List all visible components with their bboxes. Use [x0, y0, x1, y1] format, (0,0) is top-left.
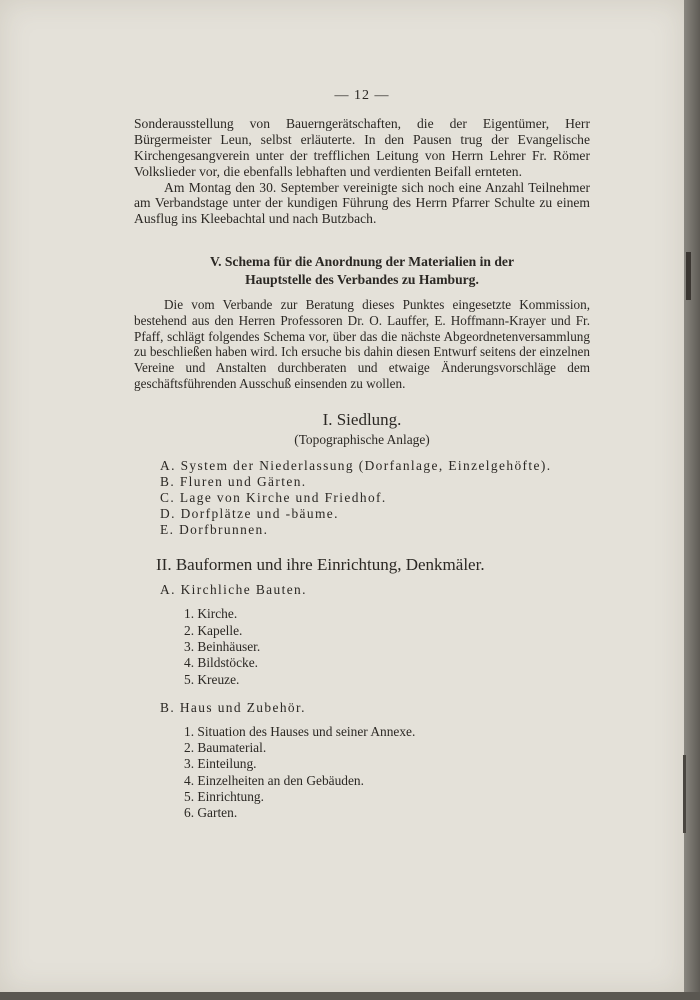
section-v-heading	[134, 253, 590, 289]
section-v-heading-line1: V. Schema für die Anordnung der Materialien in der	[210, 254, 514, 270]
section-1-list	[134, 458, 590, 538]
section-2a-label: A. Kirchliche Bauten.	[160, 582, 307, 598]
section-1-title: I. Siedlung.	[322, 410, 402, 430]
page-number: — 12 —	[334, 88, 390, 103]
page-content	[134, 88, 590, 822]
list-item: 4. Bildstöcke.	[184, 655, 259, 671]
page-edge-bottom	[0, 992, 700, 1000]
list-item: A. System der Niederlassung (Dorfanlage, Einzelgehöfte).	[160, 458, 552, 474]
binding-mark-top	[686, 252, 691, 300]
section-1-heading	[134, 409, 590, 448]
intro-paragraph-1: Sonderausstellung von Bauerngerätschaften, die der Eigentümer, Herr Bürgermeister Leun, selbst erläuterte. In den Pausen trug der Evangelische Kirchengesangverein unter der trefflichen Leitung von Herrn Lehrer Fr. Römer Volkslieder vor, die ebenfalls lebhaften und verdienten Beifall ernteten.	[134, 115, 590, 179]
list-item: 5. Kreuze.	[184, 671, 240, 687]
list-item: 2. Kapelle.	[184, 622, 243, 638]
section-2-title: II. Bauformen und ihre Einrichtung, Denkmäler.	[156, 555, 485, 575]
list-item: 3. Einteilung.	[184, 756, 257, 772]
list-item: C. Lage von Kirche und Friedhof.	[160, 490, 387, 506]
section-v-heading-line2: Hauptstelle des Verbandes zu Hamburg.	[245, 272, 479, 288]
list-item: D. Dorfplätze und -bäume.	[160, 506, 339, 522]
list-item: 2. Baumaterial.	[184, 740, 267, 756]
binding-mark-bottom	[683, 755, 686, 833]
section-1-subtitle: (Topographische Anlage)	[294, 432, 430, 448]
list-item: 3. Beinhäuser.	[184, 638, 261, 654]
section-2a-list	[134, 606, 590, 687]
section-2b-label: B. Haus und Zubehör.	[160, 699, 306, 715]
intro-paragraph-2: Am Montag den 30. September vereinigte sich noch eine Anzahl Teilnehmer am Verbandstage unter der kundigen Führung des Herrn Pfarrer Schulte zu einem Ausflug ins Kleebachtal und nach Butzbach.	[134, 179, 590, 227]
list-item: 1. Kirche.	[184, 606, 238, 622]
page-edge-right	[684, 0, 700, 1000]
list-item: 4. Einzelheiten an den Gebäuden.	[184, 772, 364, 788]
list-item: 5. Einrichtung.	[184, 788, 264, 804]
list-item: B. Fluren und Gärten.	[160, 474, 307, 490]
list-item: E. Dorfbrunnen.	[160, 522, 269, 538]
section-2b-list	[134, 724, 590, 822]
list-item: 6. Garten.	[184, 805, 238, 821]
section-v-paragraph: Die vom Verbande zur Beratung dieses Punktes eingesetzte Kommission, bestehend aus den Herren Professoren Dr. O. Lauffer, E. Hoffmann-Krayer und Fr. Pfaff, schlägt folgendes Schema vor, über das die nächste Abgeordnetenversammlung zu beschließen haben wird. Ich ersuche bis dahin diesen Entwurf seitens der einzelnen Vereine und Anstalten durchberaten und etwaige Änderungsvorschläge dem geschäftsführenden Ausschuß einsenden zu wollen.	[134, 297, 590, 391]
list-item: 1. Situation des Hauses und seiner Annexe.	[184, 723, 416, 739]
